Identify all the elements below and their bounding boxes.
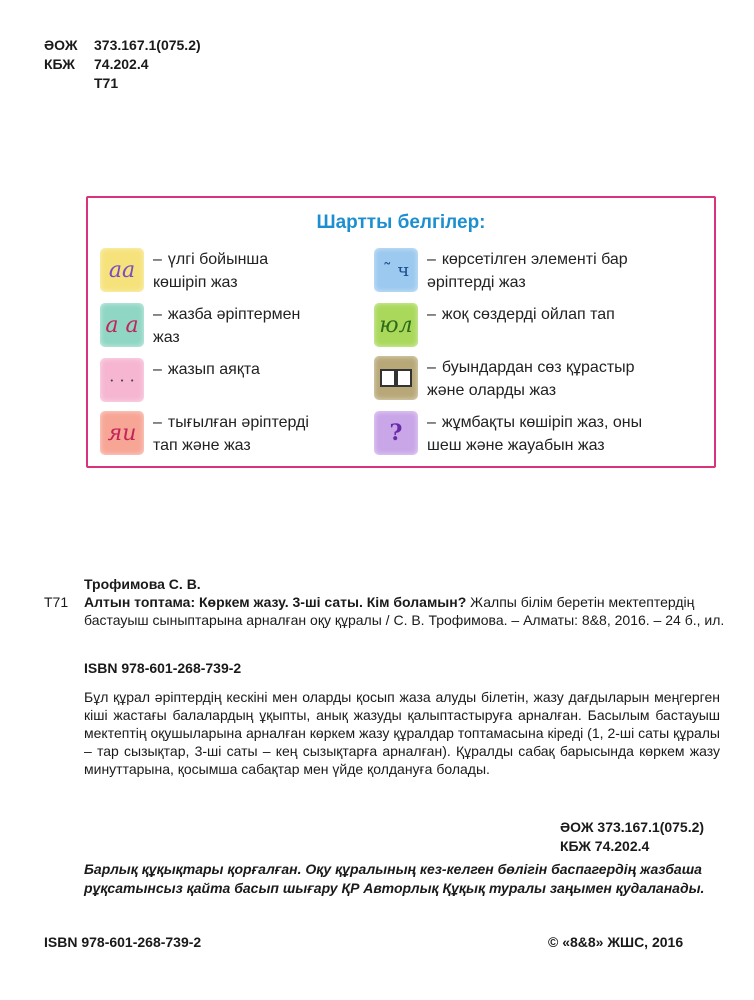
letters-aa-icon: аа [100,248,144,292]
syllable-boxes-icon [374,356,418,400]
catalog-record [44,575,734,629]
top-catalog-codes [44,36,201,93]
legend-item-text: – жазба әріптермен жаз [153,306,301,346]
legend-item-text: – жұмбақты көшіріп жаз, оны шеш және жауабын жаз [427,414,643,454]
lbc-label: КБЖ [44,56,75,72]
legend-item [100,303,309,349]
isbn-main: ISBN 978-601-268-739-2 [84,660,242,676]
legend-item-text: – тығылған әріптерді тап және жаз [153,414,309,454]
rights-notice: Барлық құқықтары қорғалған. Оқу құралының кез-келген бөлігін баспагердің жазбаша рұқсатынсыз қайта басып шығару ҚР Авторлық Құқық туралы заңымен қудаланады. [84,861,705,896]
udc-label: ӘОЖ [44,37,78,53]
legend-item [374,303,642,347]
legend-item-text: – көрсетілген элементі бар әріптерді жаз [427,251,628,291]
element-letters-icon: ˜ ч [374,248,418,292]
legend-item-text: – үлгі бойынша көшіріп жаз [153,251,269,291]
lbc-code: КБЖ 74.202.4 [560,838,650,854]
legend-box [86,196,716,468]
legend-item-text: – жоқ сөздерді ойлап тап [427,306,615,323]
legend-item [374,356,642,402]
script-aa-icon: а а [100,303,144,347]
missing-words-icon: юл [374,303,418,347]
abstract-text: Бұл құрал әріптердің кескіні мен оларды қосып жаза алуды білетін, жазу дағдыларын меңгерген кіші жастағы балалардың ұқыпты, анық жазуды қалыптастыруға арналған. Басылым бастауыш мектептің оқушыларына арналған көркем жазу құралдар топтамасына кіреді (1, 2-ші саты құралы – тар сызықтар, 3-ші саты – кең сызықтарға арналған). Құралды сабақ барысында көркем жазу минуттарына, қосымша сабақтар мен үйде қолдануға болады. [84,689,720,777]
legend-item [100,248,309,294]
legend-column-left [100,248,309,457]
legend-item [374,411,642,457]
udc-code: ӘОЖ 373.167.1(075.2) [560,819,705,835]
author-name: Трофимова С. В. [84,576,201,592]
hidden-letters-icon: яи [100,411,144,455]
legend-item [100,411,309,457]
question-icon: ? [374,411,418,455]
lbc-value: 74.202.4 [94,56,149,72]
legend-item [100,358,309,402]
copyright: © «8&8» ЖШС, 2016 [548,934,684,950]
catalog-mark: Т71 [44,594,69,610]
bottom-catalog-codes [560,818,704,856]
legend-item-text: – жазып аяқта [153,361,260,378]
udc-value: 373.167.1(075.2) [94,37,201,53]
author-mark: Т71 [94,75,119,91]
isbn-footer: ISBN 978-601-268-739-2 [44,934,202,950]
legend-title: Шартты белгілер: [316,212,486,233]
legend-item-text: – буындардан сөз құрастыр және оларды жаз [427,359,635,399]
dots-icon: · · · [100,358,144,402]
legend-column-right [374,248,642,457]
catalog-description: Алтын топтама: Көркем жазу. 3-ші саты. Кім боламын? Жалпы білім беретін мектептердің бастауыш сыныптарына арналған оқу құралы / С. В. Трофимова. – Алматы: 8&8, 2016. – 24 б., ил. [84,594,725,628]
legend-item [374,248,642,294]
